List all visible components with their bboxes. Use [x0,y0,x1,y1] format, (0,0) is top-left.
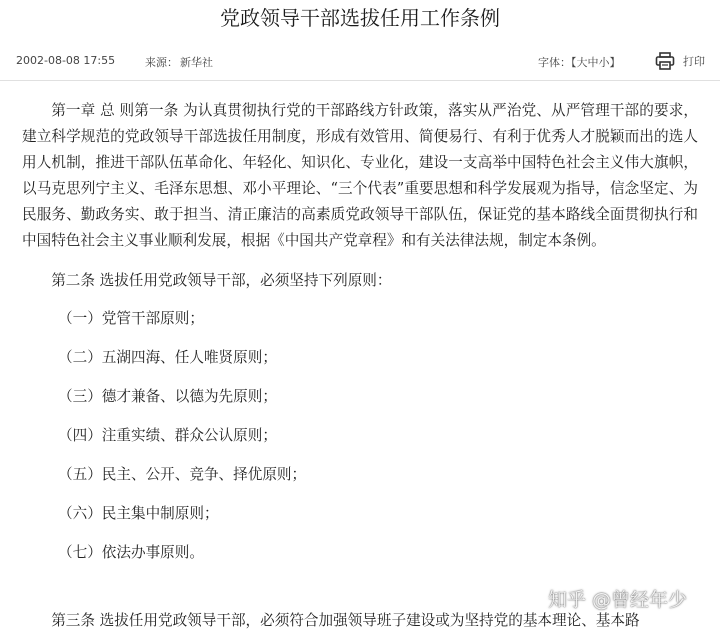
article-title: 党政领导干部选拔任用工作条例 [220,6,500,30]
article-body [22,98,698,579]
source-name: 新华社 [180,56,213,69]
font-size-bracket-open: 【 [571,56,577,69]
article2-paragraph: 第二条 选拔任用党政领导干部，必须坚持下列原则： [51,272,392,289]
font-size-bracket-close: 】 [609,56,621,69]
font-size-selector [538,54,621,70]
printer-icon [655,52,675,70]
print-label: 打印 [683,55,705,68]
principles-list [22,306,698,566]
print-button[interactable] [655,50,705,72]
list-item: （六）民主集中制原则； [58,505,219,522]
font-size-large-option[interactable]: 大 [576,56,588,69]
font-size-medium-option[interactable]: 中 [587,56,599,69]
chapter1-article1-paragraph: 第一章 总 则第一条 为认真贯彻执行党的干部路线方针政策，落实从严治党、从严管理干部的要求，建立科学规范的党政领导干部选拔任用制度，形成有效管用、简便易行、有利于优秀人才脱颖而出的选人用人机制，推进干部队伍革命化、年轻化、知识化、专业化，建设一支高举中国特色社会主义伟大旗帜，以马克思列宁主义、毛泽东思想、邓小平理论、“三个代表”重要思想和科学发展观为指导，信念坚定、为民服务、勤政务实、敢于担当、清正廉洁的高素质党政领导干部队伍，保证党的基本路线全面贯彻执行和中国特色社会主义事业顺利发展，根据《中国共产党章程》和有关法律法规，制定本条例。 [22,102,698,249]
article3-paragraph-partial: 第三条 选拔任用党政领导干部，必须符合加强领导班子建设或为坚持党的基本理论、基本路 [51,612,640,629]
article-meta-bar [0,44,720,81]
publish-date: 2002-08-08 17:55 [16,54,116,67]
zhihu-watermark: 知乎 @曾经年少 [548,589,688,611]
font-size-small-option[interactable]: 小 [598,56,610,69]
list-item: （一）党管干部原则； [58,310,204,327]
list-item: （三）德才兼备、以德为先原则； [58,388,277,405]
list-item: （二）五湖四海、任人唯贤原则； [58,349,277,366]
source-label: 来源： [145,56,178,69]
list-item: （七）依法办事原则。 [58,544,204,561]
list-item: （五）民主、公开、竞争、择优原则； [58,466,307,483]
list-item: （四）注重实绩、群众公认原则； [58,427,277,444]
font-size-label: 字体： [538,56,571,69]
